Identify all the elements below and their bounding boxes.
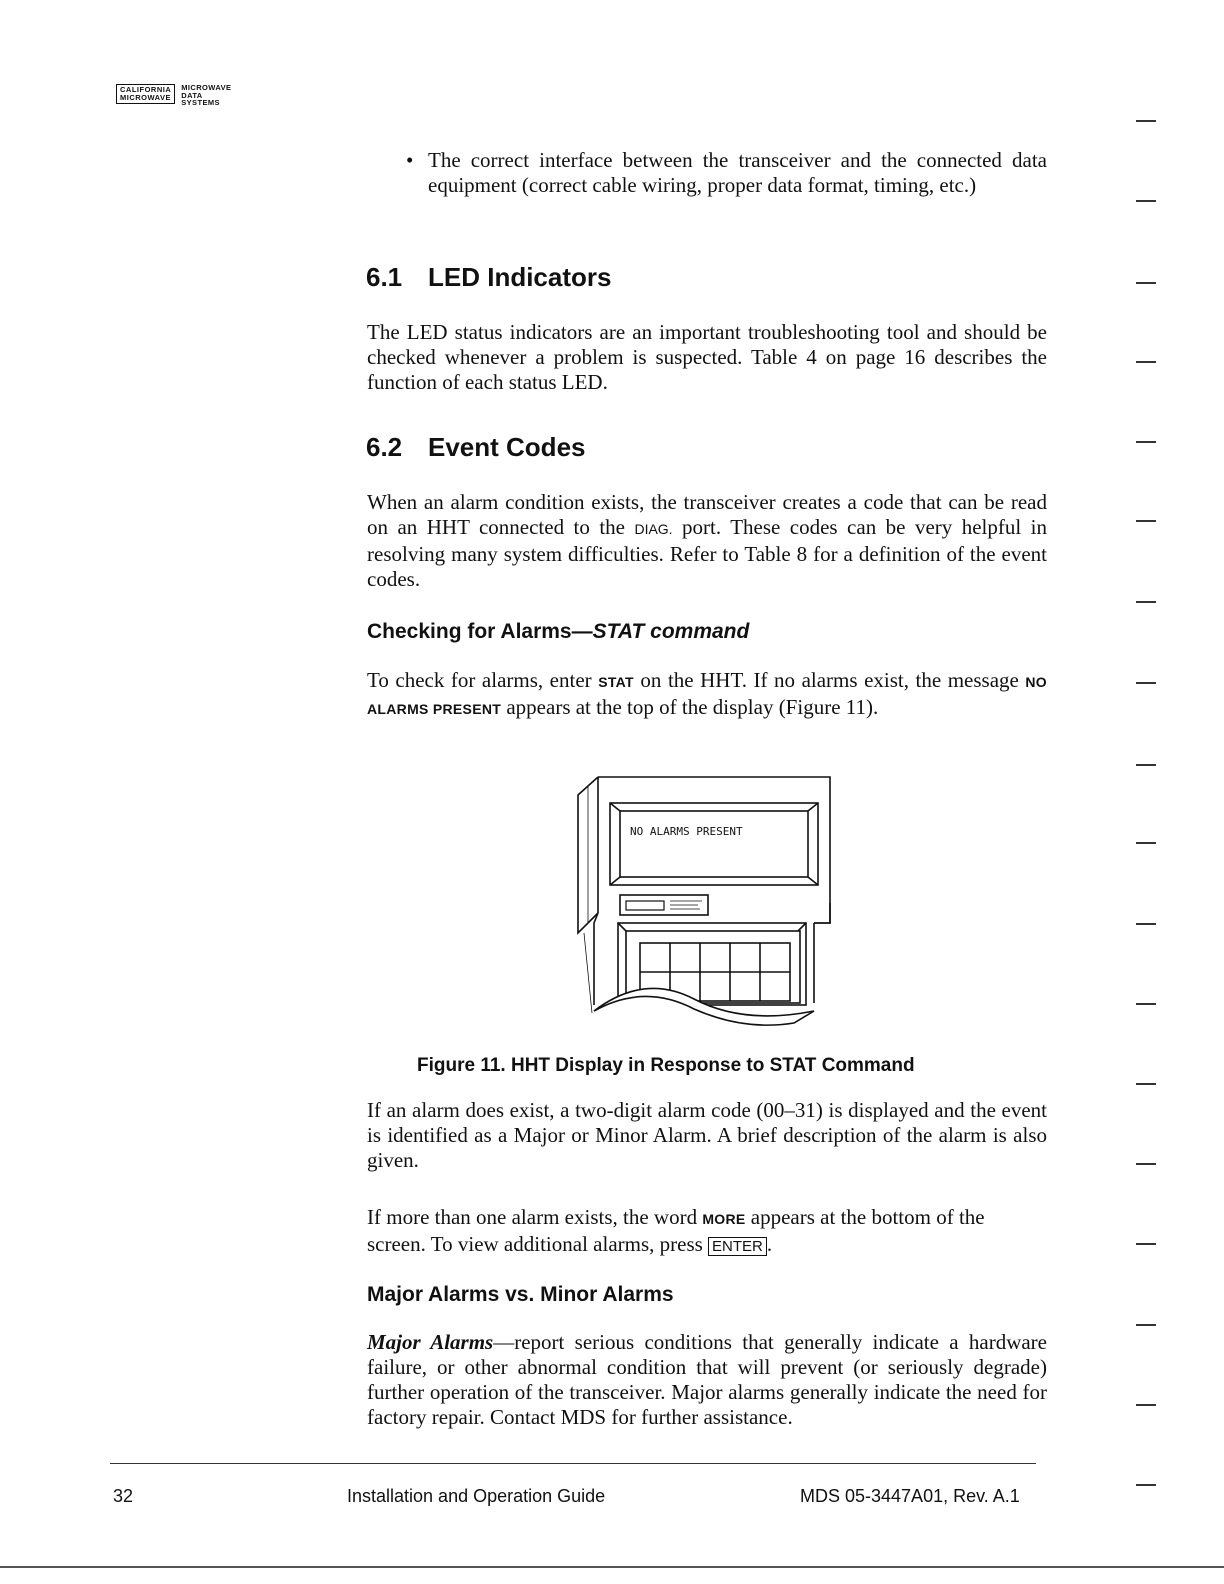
- section-heading-led: [366, 262, 611, 293]
- logo-word1: MICROWAVE: [181, 83, 232, 92]
- led-paragraph: The LED status indicators are an important troubleshooting tool and should be checked whenever a problem is suspected. Table 4 on page 16 describes the function of each status LED.: [367, 320, 1047, 394]
- text-run: on the HHT. If no alarms exist, the message: [633, 668, 1026, 692]
- logo-box-line2: MICROWAVE: [120, 93, 172, 102]
- scan-mark: [1136, 1324, 1156, 1326]
- heading-text: Checking for Alarms—: [367, 620, 593, 643]
- logo-box: [116, 84, 175, 104]
- diag-port-label: DIAG.: [634, 521, 673, 537]
- scan-mark: [1136, 361, 1156, 363]
- bullet-item: [407, 148, 1047, 198]
- logo-words: [181, 84, 231, 107]
- section-number: 6.2: [366, 432, 403, 462]
- scan-mark: [1136, 923, 1156, 925]
- scan-mark: [1136, 200, 1156, 202]
- text-run: appears at the bottom of the screen. To view additional alarms, press: [367, 1205, 985, 1256]
- footer-document-id: MDS 05-3447A01, Rev. A.1: [800, 1486, 1020, 1506]
- hht-cutaway-edge: [594, 988, 814, 1015]
- scan-mark: [1136, 1484, 1156, 1486]
- scan-mark: [1136, 1083, 1156, 1085]
- event-codes-paragraph: [367, 490, 1047, 592]
- section-title: LED Indicators: [428, 262, 612, 292]
- company-logo: [116, 84, 231, 107]
- scan-mark: [1136, 120, 1156, 122]
- scan-mark: [1136, 1003, 1156, 1005]
- heading-italic-text: STAT command: [592, 620, 750, 643]
- logo-word3: SYSTEMS: [181, 98, 220, 107]
- alarm-exists-paragraph: If an alarm does exist, a two-digit alarm code (00–31) is displayed and the event is identified as a Major or Minor Alarm. A brief description of the alarm is also given.: [367, 1098, 1047, 1172]
- text-run: appears at the top of the display (Figure 11).: [501, 695, 879, 719]
- text-run: —report serious conditions that generally indicate a hardware failure, or other abnormal condition that will prevent (or seriously degrade) further operation of the transceiver. Major alarms generally indicate the need for factory repair. Contact MDS for further assistance.: [367, 1330, 1047, 1429]
- more-alarms-paragraph: [367, 1205, 1047, 1259]
- text-run: When an alarm condition exists, the transceiver creates a code that can be read on an HHT connected to the: [367, 490, 1047, 539]
- hht-figure: [574, 773, 834, 1038]
- page-number: 32: [113, 1486, 134, 1506]
- subheading-major-minor: Major Alarms vs. Minor Alarms: [367, 1283, 674, 1306]
- scan-mark: [1136, 1404, 1156, 1406]
- section-heading-event-codes: [366, 432, 586, 463]
- hht-device-illustration: [574, 773, 834, 1033]
- text-run: .: [766, 1232, 773, 1256]
- section-number: 6.1: [366, 262, 403, 292]
- page-bottom-edge: [0, 1566, 1224, 1568]
- scan-mark: [1136, 520, 1156, 522]
- logo-word2: DATA: [181, 90, 203, 100]
- scan-mark: [1136, 842, 1156, 844]
- enter-key: ENTER: [708, 1237, 767, 1256]
- bullet-text: The correct interface between the transceiver and the connected data equipment (correct cable wiring, proper data format, timing, etc.): [428, 148, 1047, 197]
- scan-mark: [1136, 1243, 1156, 1245]
- footer-document-title: Installation and Operation Guide: [347, 1486, 606, 1506]
- scan-mark: [1136, 764, 1156, 766]
- section-title: Event Codes: [428, 432, 586, 462]
- footer-rule: [110, 1463, 1036, 1464]
- scan-mark: [1136, 282, 1156, 284]
- figure-caption: Figure 11. HHT Display in Response to STAT Command: [417, 1055, 915, 1076]
- scan-mark: [1136, 601, 1156, 603]
- logo-box-line1: CALIFORNIA: [120, 85, 172, 94]
- stat-command: STAT: [598, 674, 634, 690]
- text-run: To check for alarms, enter: [367, 668, 599, 692]
- major-alarms-term: Major Alarms: [367, 1330, 494, 1354]
- text-run: If more than one alarm exists, the word: [367, 1205, 703, 1229]
- checking-paragraph: [367, 668, 1047, 722]
- scan-mark: [1136, 1163, 1156, 1165]
- hht-screen-text: NO ALARMS PRESENT: [630, 825, 743, 838]
- hht-screen-bezel: [610, 803, 818, 885]
- subheading-checking-alarms: [367, 620, 749, 644]
- major-alarms-paragraph: [367, 1330, 1047, 1430]
- scan-mark: [1136, 441, 1156, 443]
- bullet-symbol: •: [406, 148, 414, 172]
- scan-mark: [1136, 682, 1156, 684]
- more-word: MORE: [702, 1211, 746, 1227]
- text-run: port. These codes can be very helpful in resolving many system difficulties. Refer to Table 8 for a definition of the event codes.: [367, 515, 1047, 591]
- no-alarms-message: NO ALARMS PRESENT: [367, 674, 1047, 717]
